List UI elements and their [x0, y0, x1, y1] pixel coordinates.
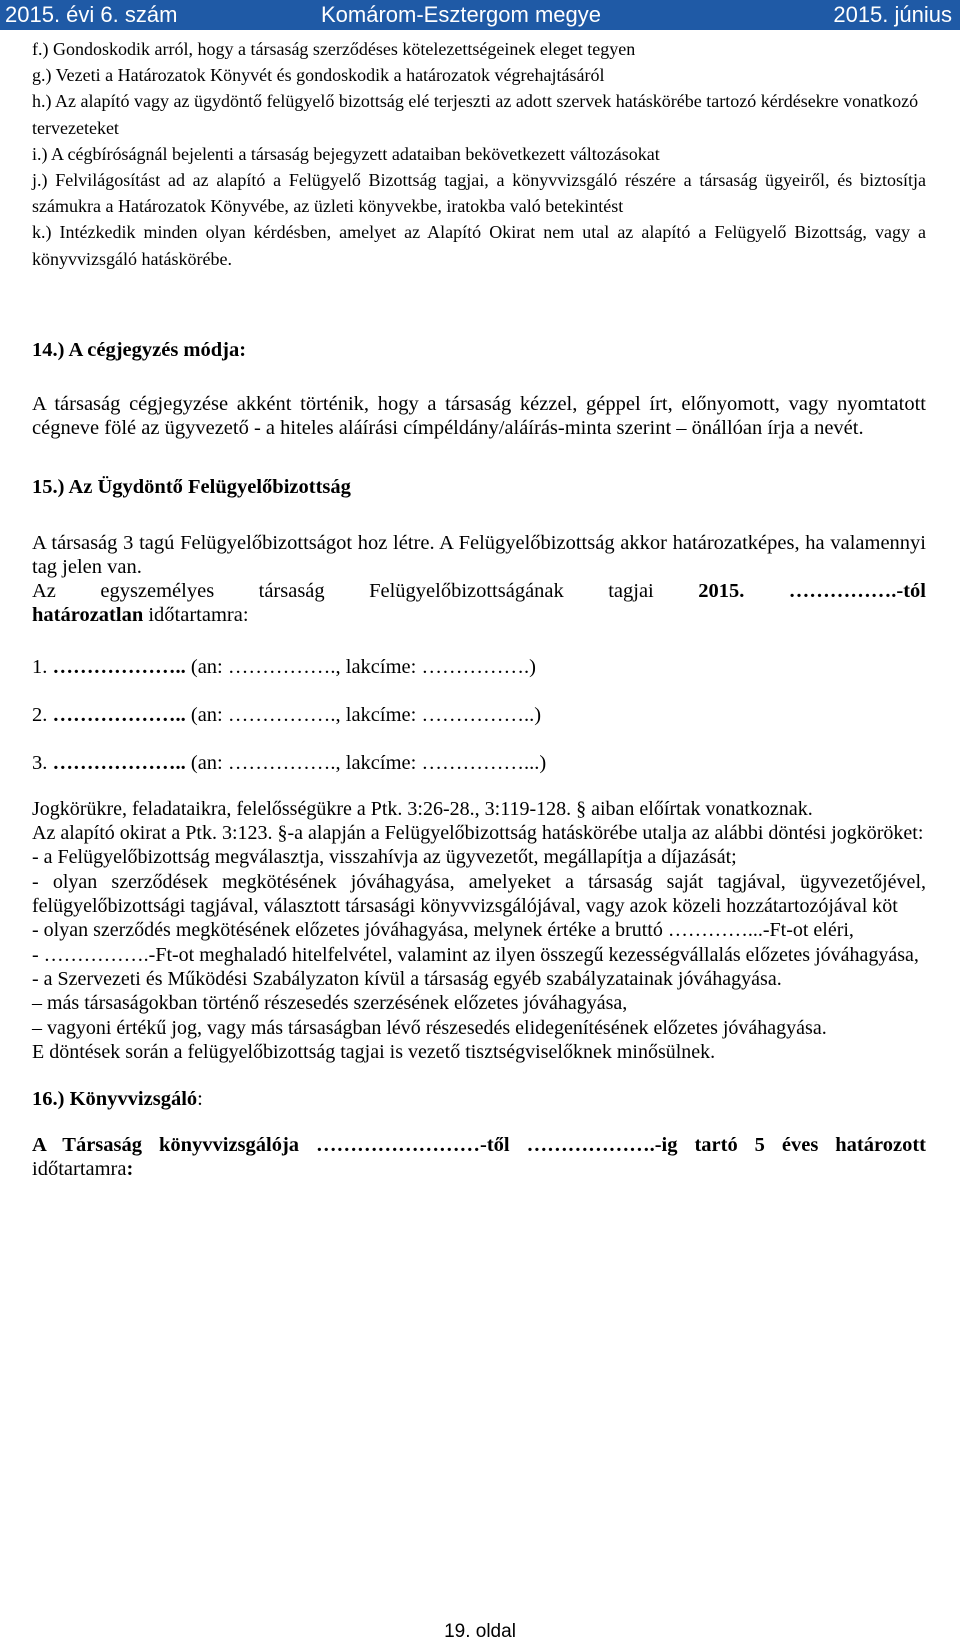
member-2	[32, 691, 926, 739]
section-14-title: 14.) A cégjegyzés módja:	[32, 338, 247, 361]
para2-start: Az egyszemélyes társaság Felügyelőbizottságának tagjai	[32, 579, 699, 602]
power-item-3: - olyan szerződés megkötésének előzetes jóváhagyása, melynek értéke a bruttó …………...-Ft-ot eléri,	[32, 919, 854, 942]
member-2-name: ………………..	[52, 703, 191, 726]
header-issue: 2015. évi 6. szám	[5, 2, 178, 27]
list-item-g: g.) Vezeti a Határozatok Könyvét és gondoskodik a határozatok végrehajtásáról	[32, 65, 605, 86]
header-date: 2015. június	[833, 2, 952, 27]
section-16-text	[32, 1133, 926, 1181]
power-item-4: - …………….-Ft-ot meghaladó hitelfelvétel, valamint az ilyen összegű kezességvállalás előzetes jóváhagyása,	[32, 943, 919, 966]
list-item-i: i.) A cégbíróságnál bejelenti a társaság bejegyzett adataiban bekövetkezett változásokat	[32, 143, 660, 164]
member-1	[32, 643, 926, 691]
section-16-colon: :	[197, 1088, 203, 1111]
auditor-term-normal: időtartamra	[32, 1158, 127, 1181]
section-16-title: 16.) Könyvvizsgáló	[32, 1088, 198, 1111]
member-1-number: 1.	[32, 655, 53, 678]
member-1-name: ………………..	[52, 655, 191, 678]
powers-closing: E döntések során a felügyelőbizottság tagjai is vezető tisztségviselőknek minősülnek.	[32, 1040, 716, 1063]
members-list	[32, 643, 926, 787]
member-2-number: 2.	[32, 703, 53, 726]
section-15-para2-cont	[32, 603, 926, 627]
member-3-number: 3.	[32, 751, 53, 774]
section-15-heading	[32, 475, 926, 499]
member-3-details: (an: ……………., lakcíme: ……………...)	[190, 751, 547, 774]
member-3-name: ………………..	[52, 751, 191, 774]
section-15-para1: A társaság 3 tagú Felügyelőbizottságot hoz létre. A Felügyelőbizottság akkor határozatképes, ha valamennyi tag jelen van.	[32, 531, 926, 578]
power-item-1: - a Felügyelőbizottság megválasztja, visszahívja az ügyvezetőt, megállapítja a díjazását;	[32, 846, 737, 869]
list-item-f: f.) Gondoskodik arról, hogy a társaság szerződéses kötelezettségeinek eleget tegyen	[32, 39, 636, 59]
section-14-heading	[32, 338, 926, 362]
header-county: Komárom-Esztergom megye	[321, 2, 601, 27]
section-16-heading	[32, 1087, 926, 1111]
member-2-details: (an: ……………., lakcíme: ……………..)	[190, 703, 542, 726]
section-15-para2	[32, 579, 926, 603]
supervisory-powers	[32, 797, 926, 1064]
section-14-text: A társaság cégjegyzése akként történik, hogy a társaság kézzel, géppel írt, előnyomott, vagy nyomtatott cégneve fölé az ügyvezető - a hiteles aláírási címpéldány/aláírás-minta szerint – önállóan írja a nevét.	[32, 392, 926, 439]
power-item-7: – vagyoni értékű jog, vagy más társaságban lévő részesedés elidegenítésének előzetes jóváhagyása.	[32, 1016, 827, 1039]
para2-indefinite: határozatlan	[32, 603, 144, 626]
para2-date: 2015. …………….-tól	[698, 579, 926, 602]
auditor-term: A Társaság könyvvizsgálója ……………………-től ……………….-ig tartó 5 éves határozott	[32, 1134, 926, 1157]
powers-alapito: Az alapító okirat a Ptk. 3:123. §-a alapján a Felügyelőbizottság hatáskörébe utalja az alábbi döntési jogköröket:	[32, 822, 924, 845]
powers-jog: Jogkörükre, feladataikra, felelősségükre a Ptk. 3:26-28., 3:119-128. § aiban előírtak vonatkoznak.	[32, 797, 813, 820]
section-15-title: 15.) Az Ügydöntő Felügyelőbizottság	[32, 475, 351, 498]
para2-end: időtartamra:	[143, 603, 249, 626]
list-item-j: j.) Felvilágosítást ad az alapító a Felügyelő Bizottság tagjai, a könyvvizsgáló részére a társaság ügyeiről, és biztosítja számukra a Határozatok Könyvébe, az üzleti könyvekbe, iratokba való betekintést	[32, 170, 926, 217]
member-1-details: (an: ……………., lakcíme: …………….)	[190, 655, 536, 678]
list-item-k: k.) Intézkedik minden olyan kérdésben, amelyet az Alapító Okirat nem utal az alapító a Felügyelő Bizottság, vagy a könyvvizsgáló hatáskörébe.	[32, 222, 926, 269]
auditor-term-end: :	[126, 1158, 134, 1181]
power-item-5: - a Szervezeti és Működési Szabályzaton kívül a társaság egyéb szabályzatainak jóváhagyása.	[32, 967, 782, 990]
power-item-2: - olyan szerződések megkötésének jóváhagyása, amelyeket a társaság saját tagjával, ügyvezetőjével, felügyelőbizottsági tagjával, választott társasági könyvvizsgálójával, vagy azok közeli hozzátartozójával köt	[32, 870, 926, 918]
power-item-6: – más társaságokban történő részesedés szerzésének előzetes jóváhagyása,	[32, 992, 628, 1015]
duties-list	[32, 36, 926, 272]
page-header	[0, 0, 960, 30]
page-number: 19. oldal	[444, 1621, 516, 1642]
document-body	[32, 36, 926, 1181]
list-item-h: h.) Az alapító vagy az ügydöntő felügyelő bizottság elé terjeszti az adott szervek hatáskörébe tartozó kérdésekre vonatkozó tervezeteket	[32, 91, 919, 138]
member-3	[32, 739, 926, 787]
